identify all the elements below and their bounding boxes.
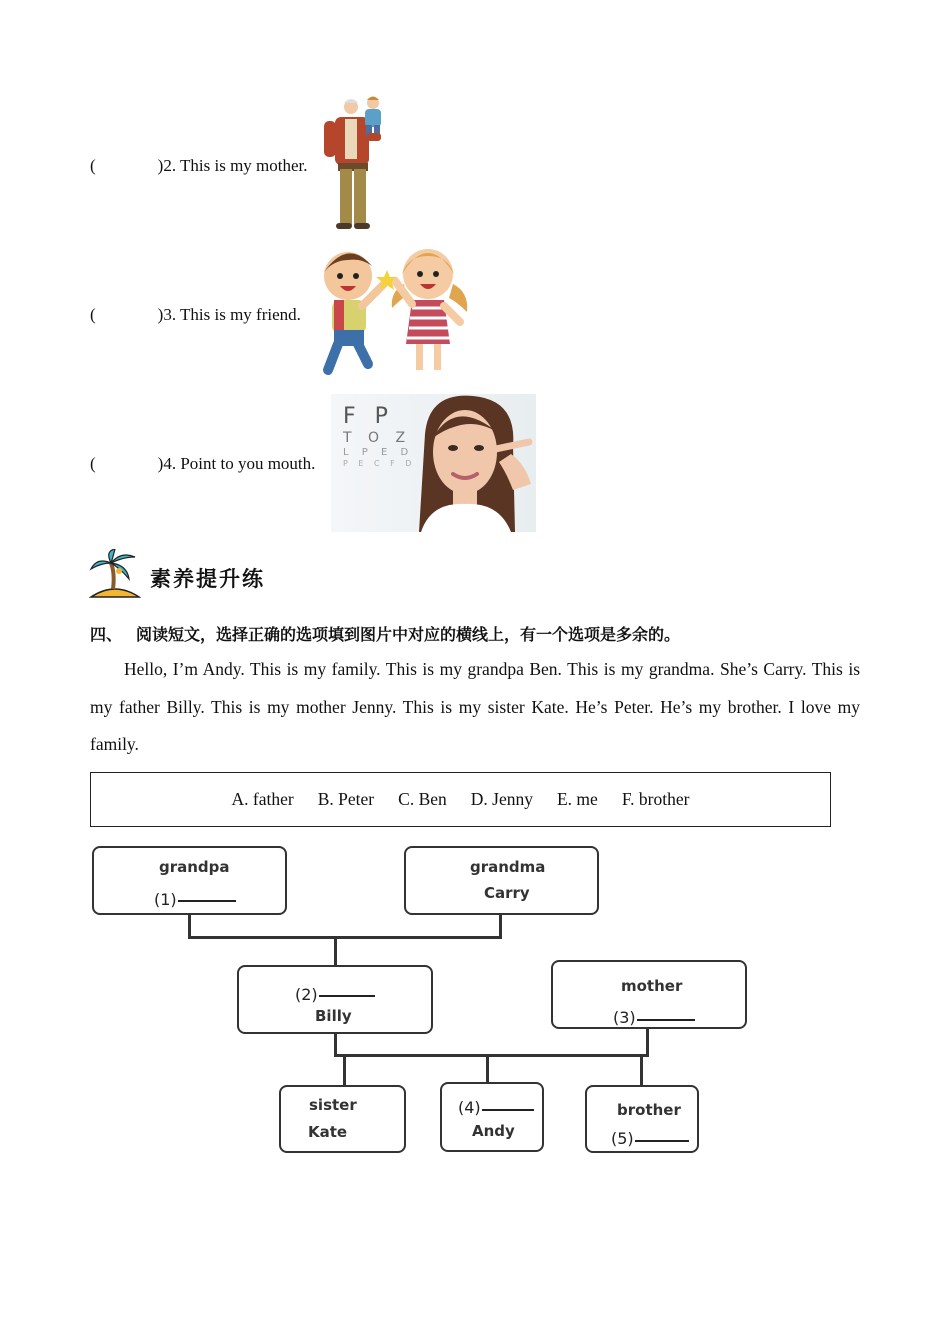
- palm-tree-island-icon: [89, 549, 141, 601]
- question-text: )2. This is my mother.: [157, 156, 308, 175]
- question-text: )3. This is my friend.: [157, 305, 301, 324]
- section-4-instruction: [90, 622, 680, 645]
- box-name: Andy: [472, 1122, 515, 1140]
- box-title: brother: [617, 1101, 681, 1119]
- brother-box: [585, 1085, 699, 1153]
- blank-number: (5): [611, 1129, 634, 1148]
- connector: [646, 1028, 649, 1056]
- option-f: F. brother: [621, 789, 690, 809]
- mother-box: [551, 960, 747, 1029]
- section-number: 四、: [90, 625, 123, 644]
- answer-bracket: (: [90, 454, 96, 473]
- grandpa-box: [92, 846, 287, 915]
- answer-blank-5[interactable]: [635, 1140, 689, 1142]
- answer-bracket: (: [90, 156, 96, 175]
- option-c: C. Ben: [398, 789, 447, 809]
- question-2: [90, 156, 308, 176]
- answer-blank-4[interactable]: [482, 1109, 534, 1111]
- connector: [499, 914, 502, 938]
- question-text: )4. Point to you mouth.: [157, 454, 316, 473]
- option-b: B. Peter: [317, 789, 375, 809]
- connector: [188, 914, 191, 938]
- woman-pointing-to-eye-photo: [331, 394, 536, 532]
- section-banner-title: 素养提升练: [150, 567, 265, 591]
- question-3: [90, 305, 301, 325]
- connector: [486, 1054, 489, 1083]
- option-d: D. Jenny: [470, 789, 533, 809]
- option-a: A. father: [231, 789, 294, 809]
- box-title: grandpa: [159, 858, 230, 876]
- answer-blank-1[interactable]: [178, 900, 236, 902]
- sister-box: [279, 1085, 406, 1153]
- father-box: [237, 965, 433, 1034]
- two-kids-high-five-illustration: [312, 244, 478, 384]
- blank-number: (2): [295, 985, 318, 1004]
- box-name: Kate: [308, 1123, 348, 1141]
- box-title: grandma: [470, 858, 546, 876]
- connector: [640, 1054, 643, 1086]
- connector: [334, 1054, 649, 1057]
- blank-number: (3): [613, 1008, 636, 1027]
- option-e: E. me: [556, 789, 598, 809]
- reading-passage: Hello, I’m Andy. This is my family. This is my grandpa Ben. This is my grandma. She’s Carry. This is my father Billy. This is my mother Jenny. This is my sister Kate. He’s Peter. He’s my brother. I love my family.: [90, 659, 860, 754]
- box-name: Carry: [484, 884, 530, 902]
- blank-number: (4): [458, 1098, 481, 1117]
- eye-chart: F P T O Z L P E D P E C F D: [343, 404, 416, 469]
- connector: [343, 1054, 346, 1086]
- connector: [334, 936, 337, 966]
- me-box: [440, 1082, 544, 1152]
- answer-blank-3[interactable]: [637, 1019, 695, 1021]
- answer-bracket: (: [90, 305, 96, 324]
- options-box: [90, 772, 831, 827]
- box-name: Billy: [315, 1007, 352, 1025]
- box-title: mother: [621, 977, 683, 995]
- answer-blank-2[interactable]: [319, 995, 375, 997]
- woman-portrait: [411, 394, 536, 532]
- connector: [188, 936, 502, 939]
- box-title: sister: [309, 1096, 357, 1114]
- instruction-text: 阅读短文，选择正确的选项填到图片中对应的横线上，有一个选项是多余的。: [136, 625, 681, 644]
- blank-number: (1): [154, 890, 177, 909]
- question-4: [90, 454, 315, 474]
- grandma-box: [404, 846, 599, 915]
- grandpa-holding-child-illustration: [318, 95, 390, 235]
- connector: [334, 1033, 337, 1056]
